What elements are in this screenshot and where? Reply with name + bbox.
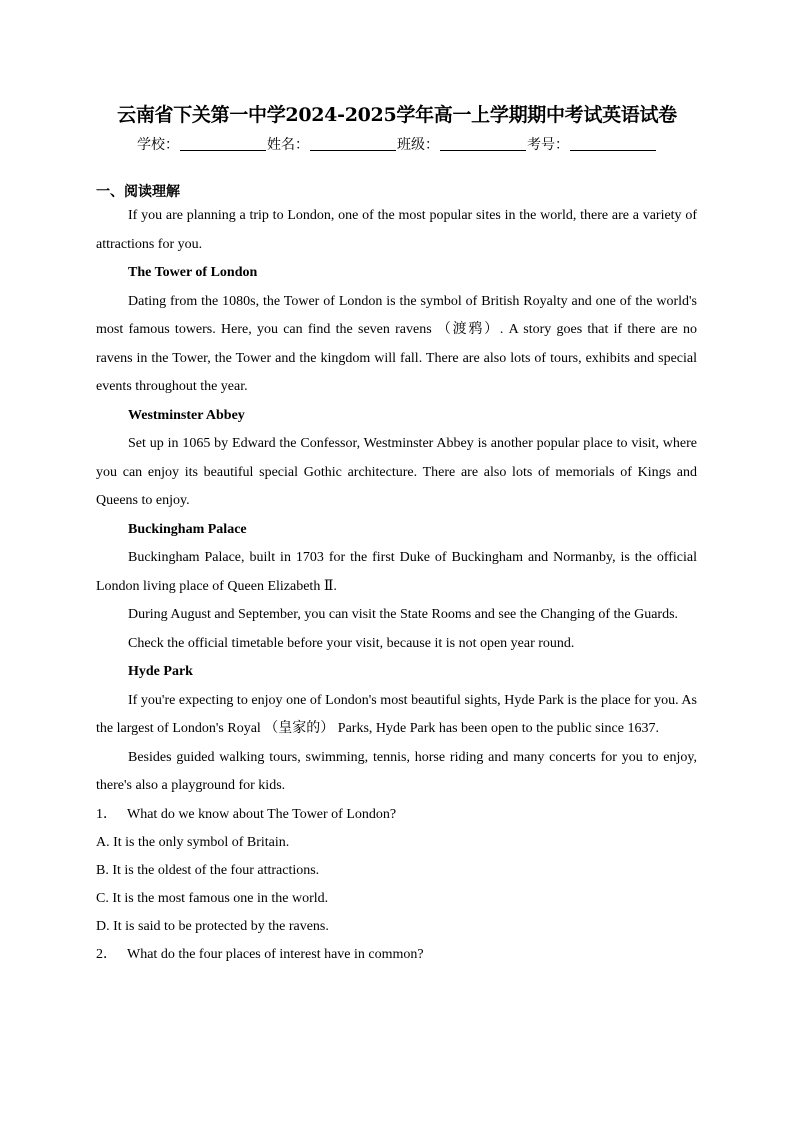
paragraph-palace-2: During August and September, you can visit the State Rooms and see the Changing of the Guards. [128, 607, 679, 622]
question-1 [96, 801, 697, 830]
place-heading-abbey: Westminster Abbey [128, 407, 245, 423]
paragraph-palace-3: Check the official timetable before your visit, because it is not open year round. [128, 635, 575, 651]
paragraph-park-2: Besides guided walking tours, swimming, tennis, horse riding and many concerts for you to enjoy, there's also a playground for kids. [96, 749, 697, 793]
question-1-option-d[interactable]: D. It is said to be protected by the ravens. [96, 919, 329, 934]
place-heading-park: Hyde Park [128, 664, 193, 679]
class-label: 班级： [397, 137, 439, 153]
paragraph-abbey: Set up in 1065 by Edward the Confessor, Westminster Abbey is another popular place to visit, where you can enjoy its beautiful special Gothic architecture. There are also lots of memorials of Kings and Queens to enjoy. [96, 436, 697, 508]
paragraph-park-1: If you're expecting to enjoy one of London's most beautiful sights, Hyde Park is the place for you. As the largest of London's Royal （皇家的） Parks, Hyde Park has been open to the public since 1637. [96, 692, 697, 736]
question-1-option-b[interactable]: B. It is the oldest of the four attractions. [96, 863, 320, 878]
question-1-option-c[interactable]: C. It is the most famous one in the world. [96, 891, 329, 906]
paragraph-palace-1: Buckingham Palace, built in 1703 for the first Duke of Buckingham and Normanby, is the official London living place of Queen Elizabeth Ⅱ. [96, 550, 697, 594]
number-label: 考号： [527, 137, 569, 153]
school-blank[interactable] [180, 135, 266, 151]
question-2-stem: What do the four places of interest have in common? [127, 947, 424, 962]
passage-intro: If you are planning a trip to London, one of the most popular sites in the world, there are a variety of attractions for you. [96, 208, 697, 252]
question-2-number: 2． [96, 947, 117, 962]
question-2 [96, 941, 697, 970]
place-heading-palace: Buckingham Palace [128, 521, 247, 537]
place-heading-tower: The Tower of London [128, 265, 258, 280]
question-1-number: 1． [96, 806, 117, 822]
reading-passage [96, 202, 697, 970]
paragraph-tower: Dating from the 1080s, the Tower of London is the symbol of British Royalty and one of the world's most famous towers. Here, you can find the seven ravens （渡鸦）. A story goes that if there are no ravens in the Tower, the Tower and the kingdom will fall. There are also lots of tours, exhibits and special events throughout the year. [96, 293, 697, 394]
exam-title: 云南省下关第一中学2024-2025学年高一上学期期中考试英语试卷 [117, 104, 677, 126]
question-1-option-a[interactable]: A. It is the only symbol of Britain. [96, 835, 290, 850]
question-1-stem: What do we know about The Tower of London? [127, 806, 397, 822]
class-blank[interactable] [440, 135, 526, 151]
name-label: 姓名： [267, 137, 309, 153]
school-label: 学校： [137, 137, 179, 153]
section-heading: 一、阅读理解 [96, 184, 180, 200]
name-blank[interactable] [310, 135, 396, 151]
student-info-line [0, 134, 794, 156]
number-blank[interactable] [570, 135, 656, 151]
